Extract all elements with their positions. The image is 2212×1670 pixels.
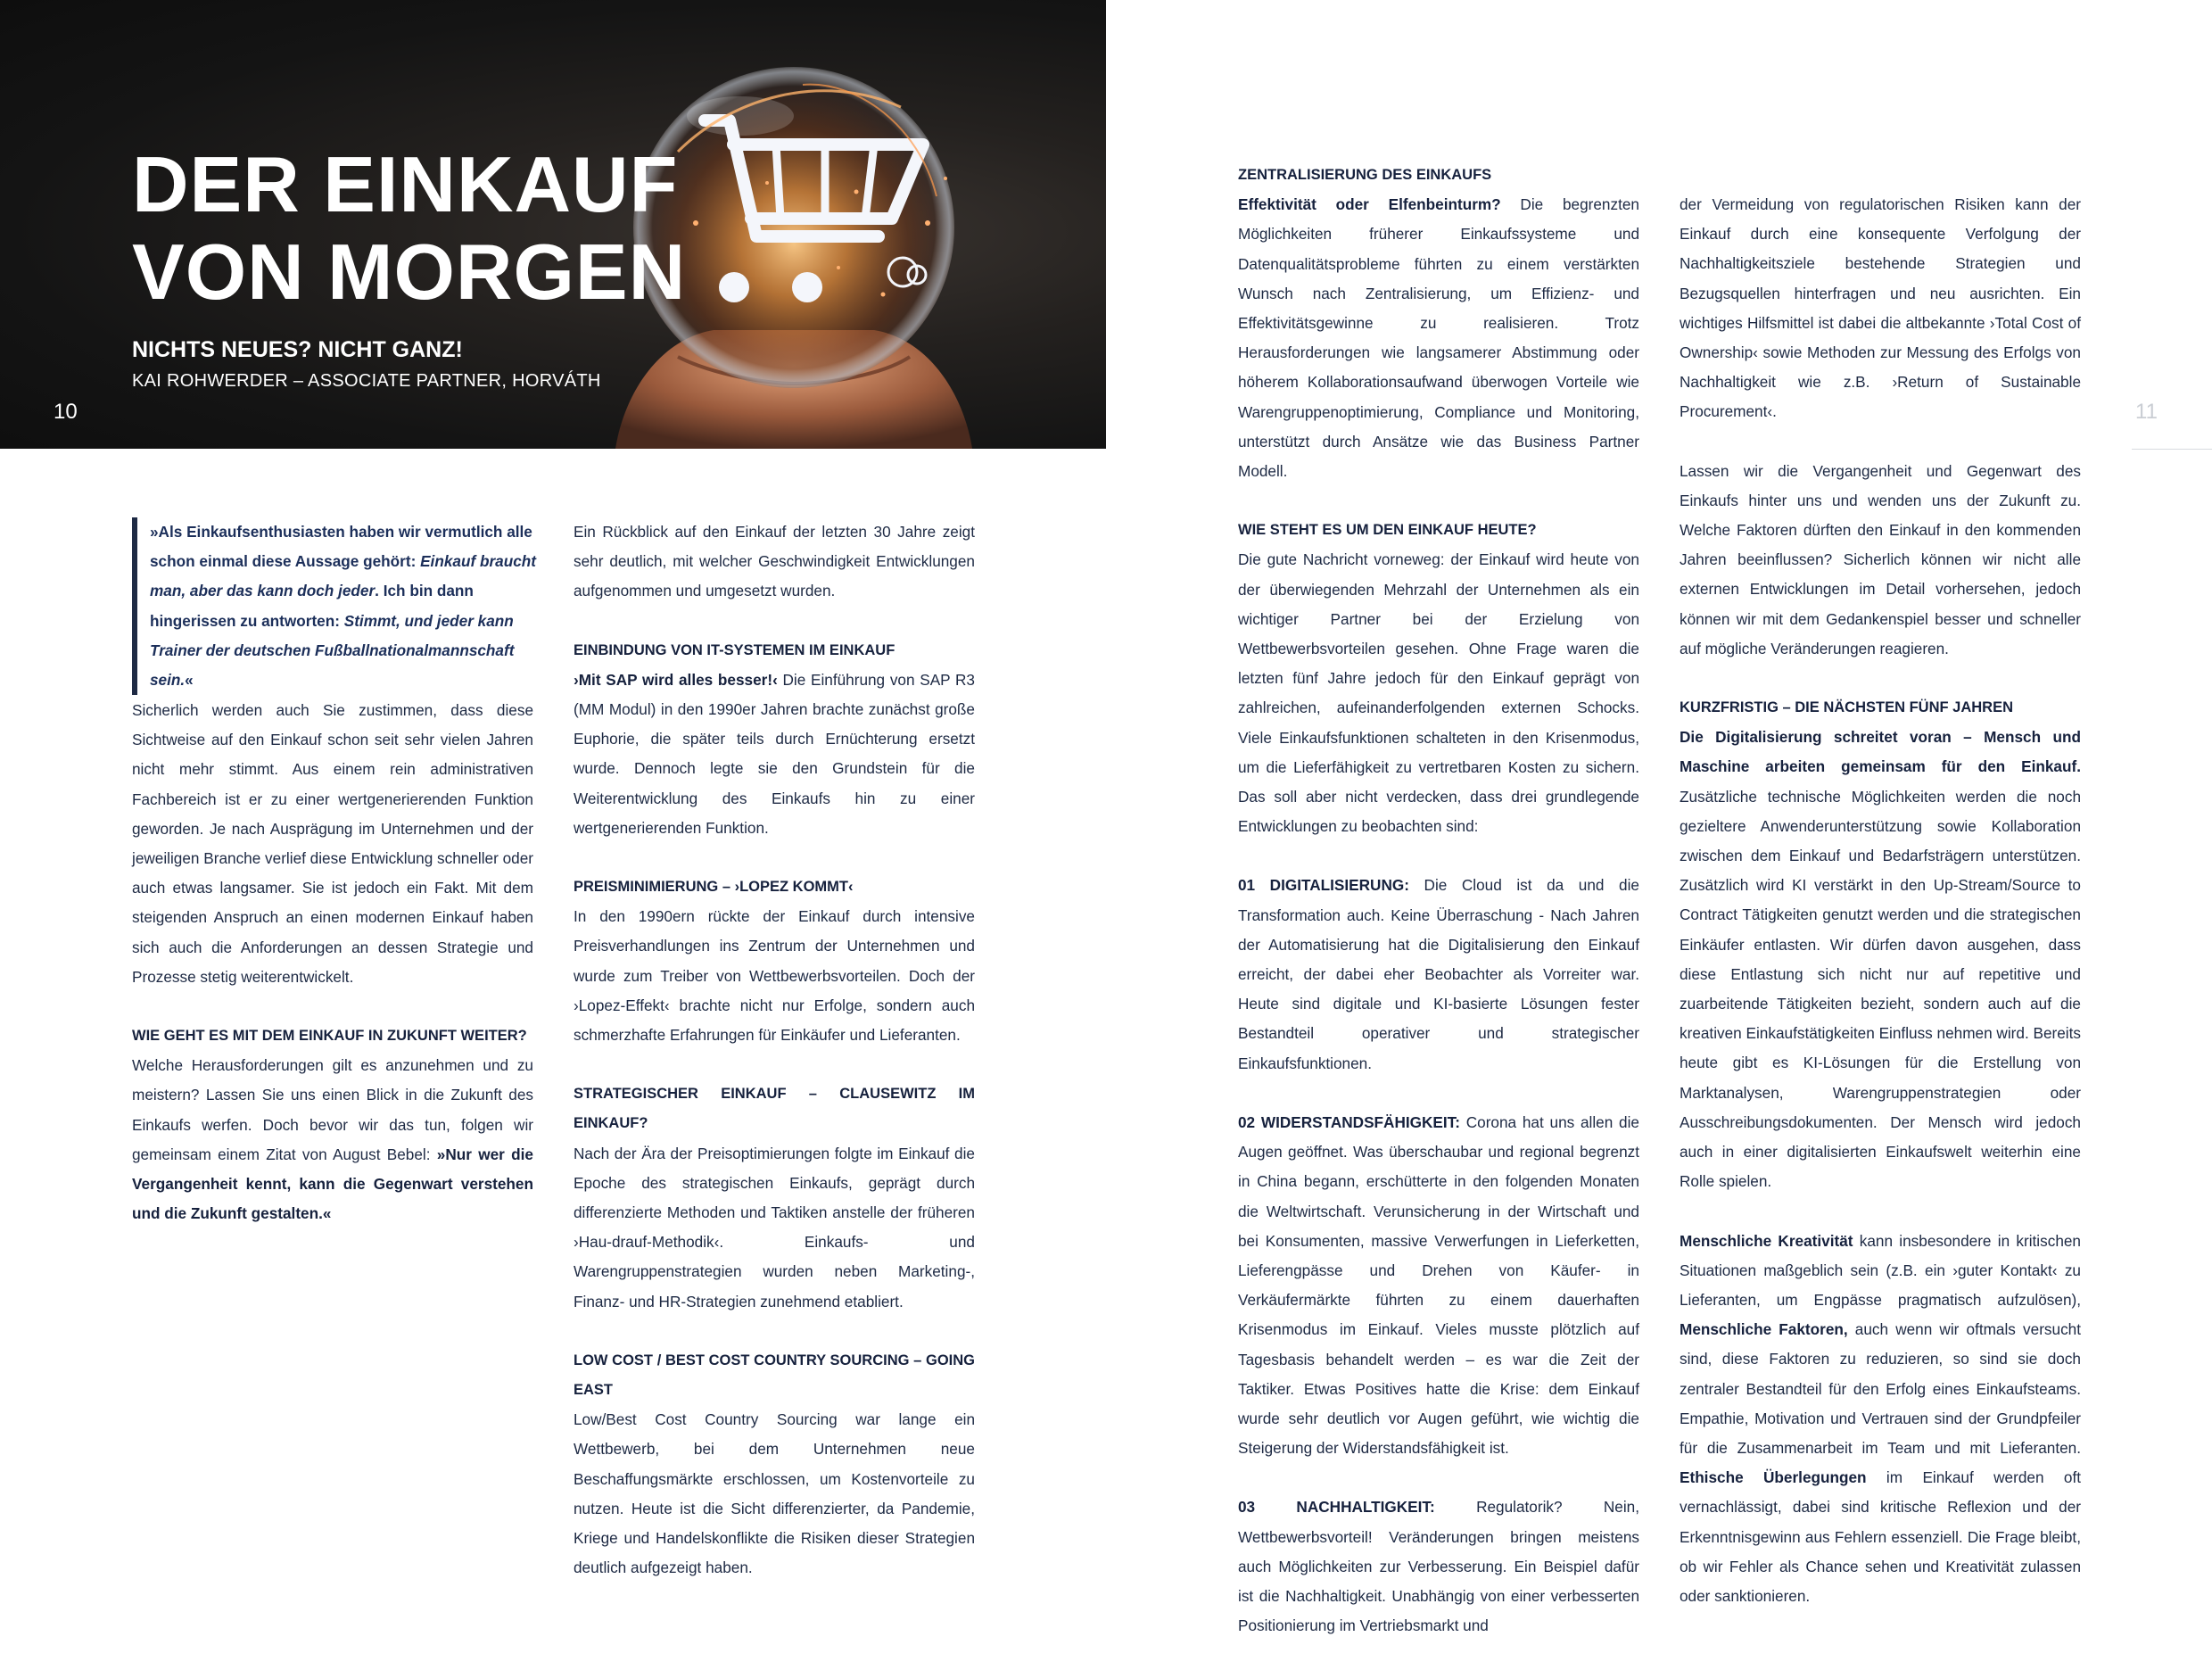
section-heading: STRATEGISCHER EINKAUF – CLAUSEWITZ IM EINKAUF? bbox=[574, 1086, 975, 1132]
section-heading: KURZFRISTIG – DIE NÄCHSTEN FÜNF JAHREN bbox=[1680, 699, 2014, 716]
cart-wheel-right bbox=[792, 272, 822, 302]
title-line-1: DER EINKAUF bbox=[132, 140, 679, 228]
paragraph: Nach der Ära der Preisoptimierungen folgte im Einkauf die Epoche des strategischen Einkaufs, geprägt durch differenzierte Methoden und Taktiken anstelle der früheren ›Hau-drauf-Methodik‹. Einkaufs- und Warengruppenstrategien wurden neben Marketing-, Finanz- und HR-Strategien zunehmend etabliert. bbox=[574, 1144, 975, 1310]
section-heading: WIE GEHT ES MIT DEM EINKAUF IN ZUKUNFT WEITER? bbox=[132, 1028, 527, 1045]
section-heading: WIE STEHT ES UM DEN EINKAUF HEUTE? bbox=[1238, 522, 1537, 539]
column-4 bbox=[1680, 190, 2081, 1641]
page-number-left: 10 bbox=[54, 400, 78, 424]
paragraph: Menschliche Kreativität kann insbesondere in kritischen Situationen maßgeblich sein (z.B. ein ›guter Kontakt‹ zu Lieferanten, um Engpässe pragmatisch aufzulösen), Menschliche Faktoren, auch wenn wir oftmals versucht sind, diese Faktoren zu reduzieren, so sind sie doch zentraler Bestandteil für den Erfolg eines Einkaufsteams. Empathie, Motivation und Vertrauen sind der Grundpfeiler für die Zusammenarbeit im Team und mit Lieferanten. Ethische Überlegungen im Einkauf werden oft vernachlässigt, dabei sind kritische Reflexion und der Erkenntnisgewinn aus Fehlern essenziell. Die Frage bleibt, ob wir Fehler als Chance sehen und Kreativität zulassen oder sanktionieren. bbox=[1680, 1231, 2081, 1605]
section-heading: PREISMINIMIERUNG – ›LOPEZ KOMMT‹ bbox=[574, 879, 854, 896]
paragraph: Lassen wir die Vergangenheit und Gegenwart des Einkaufs hinter uns und wenden uns der Zukunft zu. Welche Faktoren dürften den Einkauf in den kommenden Jahren beeinflussen? Sicherlich können wir nicht alle externen Entwicklungen im Detail vorhersehen, jedoch können wir mit dem Gedankenspiel besser und schneller auf mögliche Veränderungen reagieren. bbox=[1680, 461, 2081, 657]
column-3 bbox=[1238, 161, 1639, 1670]
paragraph: Welche Herausforderungen gilt es anzunehmen und zu meistern? Lassen Sie uns einen Blick in die Zukunft des Einkaufs werfen. Doch bevor wir das tun, folgen wir gemeinsam einem Zitat von August Bebel: »Nur wer die Vergangenheit kennt, kann die Gegenwart verstehen und die Zukunft gestalten.« bbox=[132, 1056, 533, 1223]
paragraph: Die gute Nachricht vorneweg: der Einkauf wird heute von der überwiegenden Mehrzahl der Unternehmen als ein wichtiger Partner bei der Erzielung von Wettbewerbsvorteilen gesehen. Ohne Frage waren die letzten fünf Jahre jedoch für den Einkauf geprägt von zahlreichen, aufeinanderfolgenden externen Schocks. Viele Einkaufsfunktionen schalteten in den Krisenmodus, um die Lieferfähigkeit zu vertretbaren Kosten zu sichern. Das soll aber nicht verdecken, dass drei grundlegende Entwicklungen zu beobachten sind: bbox=[1238, 550, 1639, 836]
paragraph: Effektivität oder Elfenbeinturm? Die begrenzten Möglichkeiten früherer Einkaufssysteme und Datenqualitätsprobleme führten zu einem verstärkten Wunsch nach Zentralisierung, um Effizienz- und Effektivitätsgewinne zu realisieren. Trotz Herausforderungen wie langsamerer Abstimmung oder höherem Kollaborationsaufwand überwogen Vorteile wie Warengruppenoptimierung, Compliance und Monitoring, unterstützt durch Ansätze wie das Business Partner Modell. bbox=[1238, 195, 1639, 481]
pull-quote: »Als Einkaufsenthusiasten haben wir vermutlich alle schon einmal diese Aussage gehört: Einkauf braucht man, aber das kann doch jeder. Ich bin dann hingerissen zu antworten: Stimmt, und jeder kann Trainer der deutschen Fußballnationalmannschaft sein.« bbox=[132, 517, 546, 695]
page-number-right: 11 bbox=[2135, 400, 2158, 424]
paragraph: 01 DIGITALISIERUNG: Die Cloud ist da und die Transformation auch. Keine Überraschung - Nach Jahren der Automatisierung hat die Digitalisierung den Einkauf erreicht, der dabei eher Beobachter als Vorreiter war. Heute sind digitale und KI-basierte Lösungen fester Bestandteil operativer und strategischer Einkaufsfunktionen. bbox=[1238, 876, 1639, 1072]
title-line-2: VON MORGEN bbox=[132, 227, 687, 316]
section-heading: LOW COST / BEST COST COUNTRY SOURCING – GOING EAST bbox=[574, 1352, 975, 1399]
paragraph: Low/Best Cost Country Sourcing war lange ein Wettbewerb, bei dem Unternehmen neue Beschaffungsmärkte erschlossen, um Kostenvorteile zu nutzen. Heute ist die Sicht differenzierter, da Pandemie, Kriege und Handelskonflikte die Risiken dieser Strategien deutlich aufgezeigt haben. bbox=[574, 1410, 975, 1577]
paragraph: der Vermeidung von regulatorischen Risiken kann der Einkauf durch eine konsequente Verfolgung der Nachhaltigkeitsziele bestehende Strategien und Bezugsquellen hinterfragen und neu ausrichten. Ein wichtiges Hilfsmittel ist dabei die altbekannte ›Total Cost of Ownership‹ sowie Methoden zur Messung des Erfolgs von Nachhaltigkeit wie z.B. ›Return of Sustainable Procurement‹. bbox=[1680, 195, 2081, 421]
cart-wheel-left bbox=[719, 272, 749, 302]
paragraph: 03 NACHHALTIGKEIT: Regulatorik? Nein, Wettbewerbsvorteil! Veränderungen bringen meistens auch Möglichkeiten zur Verbesserung. Ein Beispiel dafür ist die Nachhaltigkeit. Unabhängig von einer verbesserten Positionierung im Vertriebsmarkt und bbox=[1238, 1498, 1640, 1635]
page-title bbox=[132, 141, 686, 316]
subtitle: NICHTS NEUES? NICHT GANZ! bbox=[132, 337, 463, 362]
author-line: KAI ROHWERDER – ASSOCIATE PARTNER, HORVÁTH bbox=[132, 371, 601, 391]
paragraph: ›Mit SAP wird alles besser!‹ Die Einführung von SAP R3 (MM Modul) in den 1990er Jahren brachte zunächst große Euphorie, die später teils durch Ernüchterung ersetzt wurde. Dennoch legte sie den Grundstein für die Weiterentwicklung des Einkaufs hin zu einer wertgenerierenden Funktion. bbox=[574, 670, 975, 837]
section-heading: ZENTRALISIERUNG DES EINKAUFS bbox=[1238, 167, 1492, 183]
header-rule bbox=[2132, 449, 2212, 450]
paragraph: Sicherlich werden auch Sie zustimmen, dass diese Sichtweise auf den Einkauf schon seit sehr vielen Jahren nicht mehr stimmt. Aus einem rein administrativen Fachbereich ist er zu einer wertgenerierenden Funktion geworden. Je nach Ausprägung im Unternehmen und der jeweiligen Branche verlief diese Entwicklung schneller oder auch etwas langsamer. Sie ist jedoch ein Fakt. Mit dem steigenden Anspruch an einen modernen Einkauf haben sich auch die Anforderungen an dessen Strategie und Prozesse stetig weiterentwickelt. bbox=[132, 701, 533, 986]
paragraph: In den 1990ern rückte der Einkauf durch intensive Preisverhandlungen ins Zentrum der Unternehmen und wurde zum Treiber von Wettbewerbsvorteilen. Doch der ›Lopez-Effekt‹ brachte nicht nur Erfolge, sondern auch schmerzhafte Erfahrungen für Einkäufer und Lieferanten. bbox=[574, 907, 975, 1045]
column-2 bbox=[574, 517, 975, 1613]
paragraph: Die Digitalisierung schreitet voran – Mensch und Maschine arbeiten gemeinsam für den Einkauf. Zusätzliche technische Möglichkeiten werden die noch gezieltere Anwenderunterstützung sowie Kollaboration zwischen dem Einkauf und Bedarfsträgern unterstützen. Zusätzlich wird KI verstärkt in den Up-Stream/Source to Contract Tätigkeiten genutzt werden und die strategischen Einkäufer entlasten. Wir dürfen davon ausgehen, dass diese Entlastung sich nicht nur auf repetitive und zuarbeitende Tätigkeiten bezieht, sondern auch auf die kreativen Einkaufstätigkeiten Einfluss nehmen wird. Bereits heute gibt es KI-Lösungen für die Erstellung von Marktanalysen, Warengruppenstrategien oder Ausschreibungsdokumenten. Der Mensch wird jedoch auch in einer digitalisierten Einkaufswelt weiterhin eine Rolle spielen. bbox=[1680, 728, 2081, 1191]
column-1 bbox=[132, 696, 533, 1258]
paragraph: Ein Rückblick auf den Einkauf der letzten 30 Jahre zeigt sehr deutlich, mit welcher Geschwindigkeit Entwicklungen aufgenommen und umgesetzt wurden. bbox=[574, 523, 975, 600]
hero-banner bbox=[0, 0, 1106, 449]
section-heading: EINBINDUNG VON IT-SYSTEMEN IM EINKAUF bbox=[574, 641, 896, 658]
paragraph: 02 WIDERSTANDSFÄHIGKEIT: Corona hat uns allen die Augen geöffnet. Was überschaubar und regional begrenzt in China begann, erschütterte in den folgenden Monaten die Weltwirtschaft. Verunsicherung in der Wirtschaft und bei Konsumenten, massive Verwerfungen in Lieferketten, Lieferengpässe und Drehen von Käufer- in Verkäufermärkte führten zu einem dauerhaften Krisenmodus im Einkauf. Vieles musste plötzlich auf Tagesbasis behandelt werden – es war die Zeit der Taktiker. Etwas Positives hatte die Krise: dem Einkauf wurde sehr deutlich vor Augen geführt, wie wichtig die Steigerung der Widerstandsfähigkeit ist. bbox=[1238, 1112, 1639, 1458]
